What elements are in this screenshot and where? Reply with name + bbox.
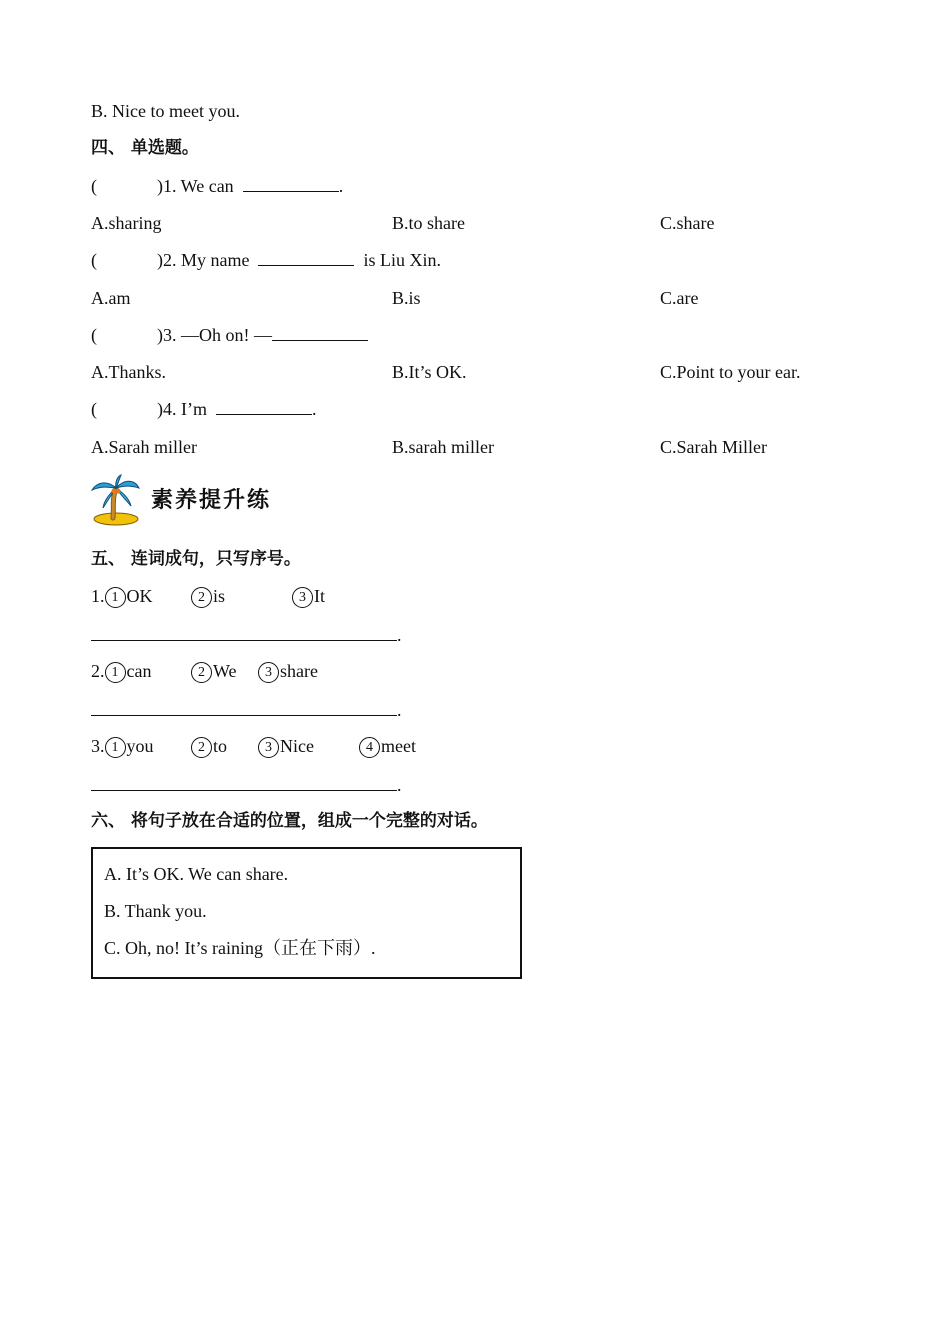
word: you — [126, 736, 154, 756]
word-index: 4 — [359, 737, 380, 758]
word-index: 1 — [105, 587, 126, 608]
word-index: 1 — [105, 737, 126, 758]
option-c: C.Point to your ear. — [660, 362, 801, 382]
item-number: 3. — [91, 736, 105, 756]
option-b: B.It’s OK. — [392, 362, 467, 382]
option-a: A.am — [91, 288, 131, 308]
line-end-period: . — [397, 700, 402, 720]
sentence-b: B. Thank you. — [104, 901, 207, 921]
reorder-word — [191, 660, 237, 683]
option-a: A.sharing — [91, 213, 162, 233]
prev-option-text: Nice to meet you. — [112, 101, 240, 121]
question-prefix: )1. We can — [157, 176, 234, 196]
word-index: 2 — [191, 587, 212, 608]
reorder-word — [191, 585, 225, 608]
answer-paren: ( — [91, 325, 97, 345]
word: meet — [381, 736, 416, 756]
sentence-c: C. Oh, no! It’s raining（正在下雨）. — [104, 938, 376, 958]
answer-paren: ( — [91, 176, 97, 196]
question-suffix: . — [311, 399, 317, 419]
question-3 — [91, 324, 368, 346]
reorder-item-2 — [91, 660, 151, 683]
option-c: C.Sarah Miller — [660, 437, 767, 457]
word: It — [314, 586, 325, 606]
option-b: B.sarah miller — [392, 437, 494, 457]
answer-line[interactable] — [91, 790, 397, 791]
line-end-period: . — [397, 625, 402, 645]
word: can — [126, 661, 152, 681]
section6-title: 六、 将句子放在合适的位置，组成一个完整的对话。 — [91, 811, 488, 831]
word-index: 3 — [258, 662, 279, 683]
question-1 — [91, 175, 343, 197]
sentence-a: A. It’s OK. We can share. — [104, 864, 289, 884]
question-suffix: is Liu Xin. — [363, 250, 441, 270]
option-b: B.to share — [392, 213, 465, 233]
reorder-word — [292, 585, 325, 608]
prev-option — [91, 100, 240, 122]
fill-blank[interactable] — [216, 398, 312, 415]
answer-line[interactable] — [91, 640, 397, 641]
option-c: C.share — [660, 213, 715, 233]
word-index: 2 — [191, 737, 212, 758]
word: is — [213, 586, 226, 606]
reorder-item-3 — [91, 735, 154, 758]
section4-title: 四、 单选题。 — [91, 138, 199, 158]
item-number: 2. — [91, 661, 105, 681]
fill-blank[interactable] — [243, 175, 339, 192]
prev-option-letter: B. — [91, 101, 108, 121]
fill-blank[interactable] — [272, 324, 368, 341]
word: to — [213, 736, 228, 756]
line-end-period: . — [397, 775, 402, 795]
reorder-word — [258, 735, 314, 758]
word: We — [213, 661, 237, 681]
question-prefix: )3. —Oh on! — — [157, 325, 272, 345]
word: Nice — [280, 736, 314, 756]
question-suffix: . — [338, 176, 344, 196]
answer-paren: ( — [91, 399, 97, 419]
question-prefix: )4. I’m — [157, 399, 207, 419]
word-index: 2 — [191, 662, 212, 683]
reorder-word — [191, 735, 227, 758]
option-c: C.are — [660, 288, 699, 308]
question-4 — [91, 398, 316, 420]
word-index: 1 — [105, 662, 126, 683]
word-index: 3 — [258, 737, 279, 758]
word: OK — [126, 586, 153, 606]
question-prefix: )2. My name — [157, 250, 250, 270]
option-b: B.is — [392, 288, 421, 308]
reorder-item-1 — [91, 585, 153, 608]
reorder-word — [258, 660, 318, 683]
reorder-word — [359, 735, 416, 758]
palm-tree-island-icon — [89, 474, 141, 526]
item-number: 1. — [91, 586, 105, 606]
banner-title: 素养提升练 — [151, 488, 272, 513]
answer-paren: ( — [91, 250, 97, 270]
option-a: A.Thanks. — [91, 362, 166, 382]
section5-title: 五、 连词成句，只写序号。 — [91, 549, 301, 569]
fill-blank[interactable] — [258, 249, 354, 266]
answer-line[interactable] — [91, 715, 397, 716]
question-2 — [91, 249, 441, 271]
option-a: A.Sarah miller — [91, 437, 197, 457]
word-index: 3 — [292, 587, 313, 608]
word: share — [280, 661, 318, 681]
